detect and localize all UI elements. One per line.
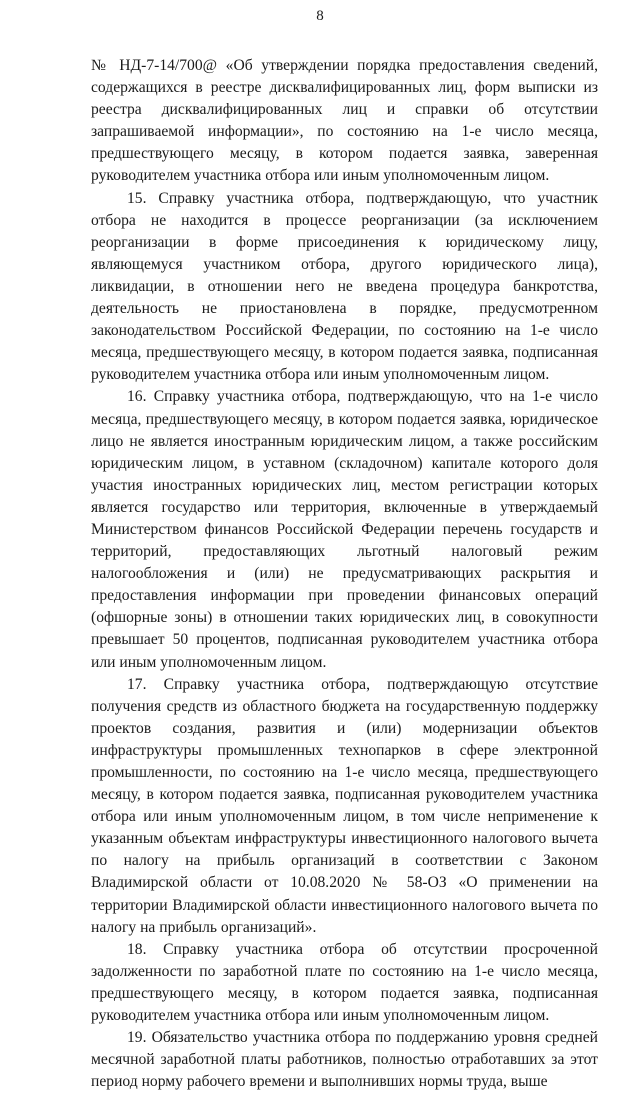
page-number: 8 — [316, 8, 324, 24]
paragraph-item-19: 19. Обязательство участника отбора по поддержанию уровня средней месячной заработной платы работников, полностью отработавших за этот период норму рабочего времени и выполнивших нормы труда, выше — [91, 1029, 598, 1091]
document-body — [91, 55, 598, 1093]
paragraph-item-17: 17. Справку участника отбора, подтверждающую отсутствие получения средств из областного бюджета на государственную поддержку проектов создания, развития и (или) модернизации объектов инфраструктуры промышленных технопарков в сфере электронной промышленности, по состоянию на 1-е число месяца, предшествующего месяцу, в котором подается заявка, подписанная руководителем участника отбора или иным уполномоченным лицом, в том числе неприменение к указанным объектам инфраструктуры инвестиционного налогового вычета по налогу на прибыль организаций в соответствии с Законом Владимирской области от 10.08.2020 № 58-ОЗ «О применении на территории Владимирской области инвестиционного налогового вычета по налогу на прибыль организаций». — [91, 675, 598, 936]
paragraph-item-16: 16. Справку участника отбора, подтверждающую, что на 1-е число месяца, предшествующего месяцу, в котором подается заявка, юридическое лицо не является иностранным юридическим лицом, а также российским юридическим лицом, в уставном (складочном) капитале которого доля участия иностранных юридических лиц, местом регистрации которых является государство или территория, включенные в утверждаемый Министерством финансов Российской Федерации перечень государств и территорий, предоставляющих льготный налоговый режим налогообложения и (или) не предусматривающих раскрытия и предоставления информации при проведении финансовых операций (офшорные зоны) в отношении таких юридических лиц, в совокупности превышает 50 процентов, подписанная руководителем участника отбора или иным уполномоченным лицом. — [91, 388, 598, 671]
paragraph-continuation: № НД-7-14/700@ «Об утверждении порядка предоставления сведений, содержащихся в реестре дисквалифицированных лиц, форм выписки из реестра дисквалифицированных лиц и справки об отсутствии запрашиваемой информации», по состоянию на 1-е число месяца, предшествующего месяцу, в котором подается заявка, заверенная руководителем участника отбора или иным уполномоченным лицом. — [91, 57, 598, 185]
paragraph-item-18: 18. Справку участника отбора об отсутствии просроченной задолженности по заработной плате по состоянию на 1-е число месяца, предшествующего месяцу, в котором подается заявка, подписанная руководителем участника отбора или иным уполномоченным лицом. — [91, 940, 598, 1025]
paragraph-item-15: 15. Справку участника отбора, подтверждающую, что участник отбора не находится в процессе реорганизации (за исключением реорганизации в форме присоединения к юридическому лицу, являющемуся участником отбора, другого юридического лица), ликвидации, в отношении него не введена процедура банкротства, деятельность не приостановлена в порядке, предусмотренном законодательством Российской Федерации, по состоянию на 1-е число месяца, предшествующего месяцу, в котором подается заявка, подписанная руководителем участника отбора или иным уполномоченным лицом. — [91, 189, 598, 384]
